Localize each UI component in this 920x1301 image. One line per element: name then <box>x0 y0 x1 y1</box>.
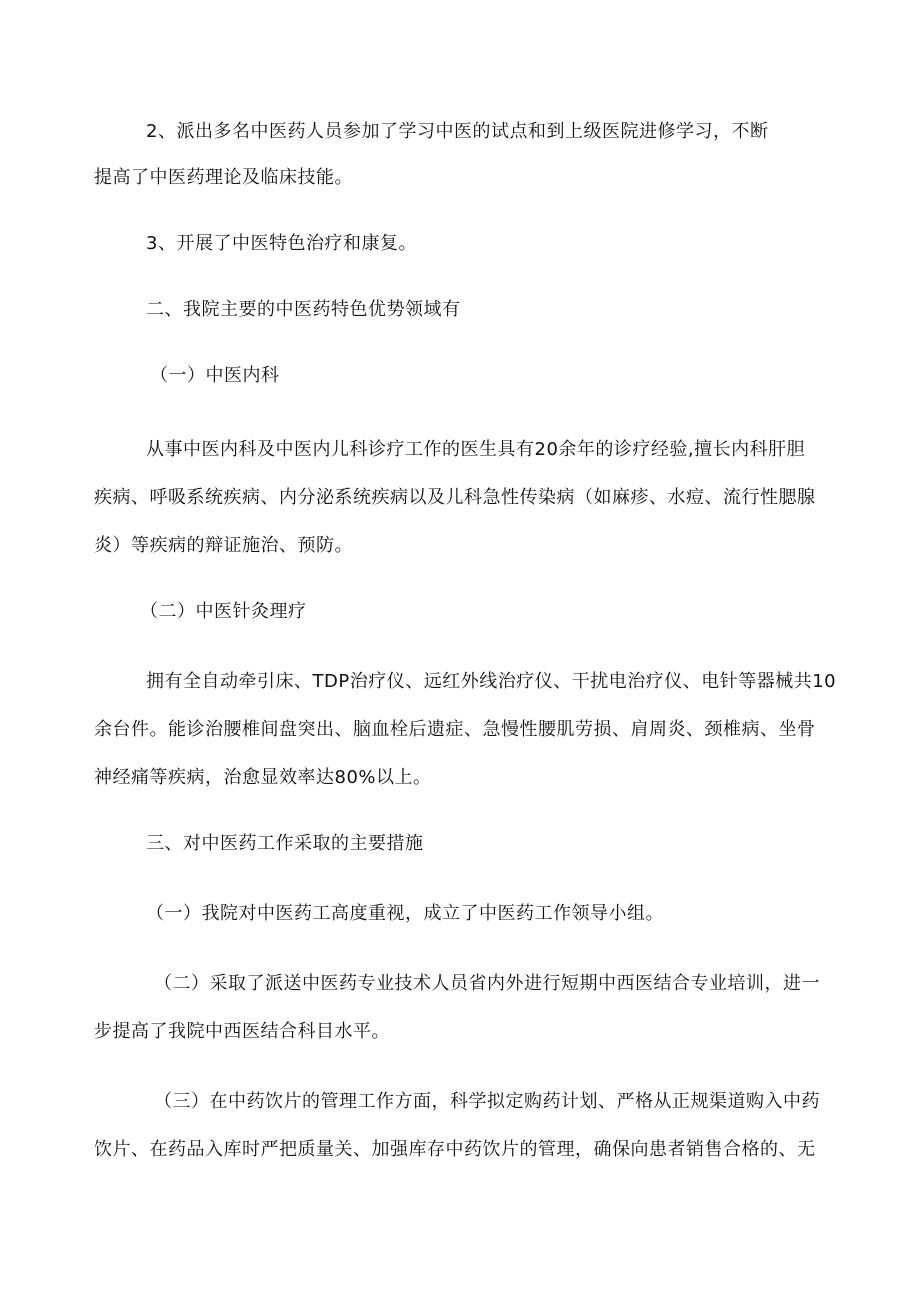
subsection-heading: （二）中医针灸理疗 <box>140 601 307 622</box>
paragraph-line: （一）我院对中医药工高度重视，成立了中医药工作领导小组。 <box>146 903 664 924</box>
paragraph-line: 提高了中医药理论及临床技能。 <box>94 167 353 188</box>
paragraph-line: （二）采取了派送中医药专业技术人员省内外进行短期中西医结合专业培训，进一 <box>154 973 820 994</box>
paragraph-line: （三）在中药饮片的管理工作方面，科学拟定购药计划、严格从正规渠道购入中药 <box>154 1091 820 1112</box>
paragraph-line: 炎）等疾病的辩证施治、预防。 <box>94 535 353 556</box>
paragraph-line: 从事中医内科及中医内儿科诊疗工作的医生具有20余年的诊疗经验,擅长内科肝胆 <box>146 439 806 460</box>
section-heading: 二、我院主要的中医药特色优势领域有 <box>146 299 461 320</box>
subsection-heading: （一）中医内科 <box>150 365 280 386</box>
paragraph-line: 疾病、呼吸系统疾病、内分泌系统疾病以及儿科急性传染病（如麻疹、水痘、流行性腮腺 <box>94 487 816 508</box>
paragraph-line: 拥有全自动牵引床、TDP治疗仪、远红外线治疗仪、干扰电治疗仪、电针等器械共10 <box>146 671 837 692</box>
paragraph-line: 步提高了我院中西医结合科目水平。 <box>94 1021 390 1042</box>
paragraph-line: 2、派出多名中医药人员参加了学习中医的试点和到上级医院进修学习，不断 <box>146 121 769 142</box>
paragraph-line: 3、开展了中医特色治疗和康复。 <box>146 233 417 254</box>
paragraph-line: 神经痛等疾病，治愈显效率达80%以上。 <box>94 767 432 788</box>
paragraph-line: 饮片、在药品入库时严把质量关、加强库存中药饮片的管理，确保向患者销售合格的、无 <box>94 1139 816 1160</box>
section-heading: 三、对中医药工作采取的主要措施 <box>146 833 424 854</box>
paragraph-line: 余台件。能诊治腰椎间盘突出、脑血栓后遗症、急慢性腰肌劳损、肩周炎、颈椎病、坐骨 <box>94 719 816 740</box>
